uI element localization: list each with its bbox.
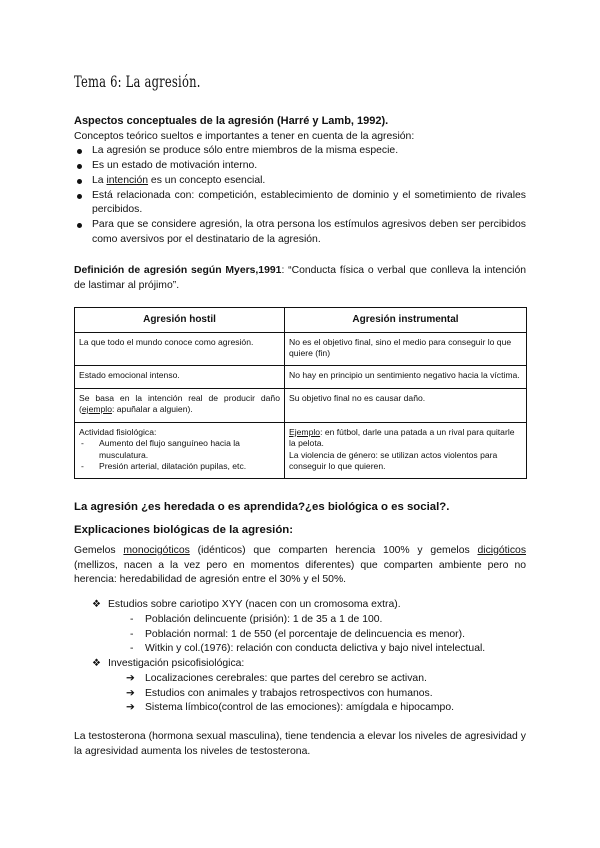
studies-list — [74, 598, 526, 716]
page-title: Tema 6: La agresión. — [74, 72, 201, 91]
diamond-bullet-icon: ❖ — [92, 658, 101, 670]
list-item: Es un estado de motivación interno. — [74, 159, 526, 174]
list-item: ➔ Localizaciones cerebrales: que partes del cerebro se activan. — [74, 672, 526, 687]
table-cell: La que todo el mundo conoce como agresión. — [75, 332, 285, 366]
table-cell: No es el objetivo final, sino el medio para conseguir lo que quiere (fin) — [285, 332, 527, 366]
table-row — [75, 366, 527, 388]
table-cell: Ejemplo: en fútbol, darle una patada a un rival para quitarle la pelota. La violencia de género: se utilizan actos violentos para conseguir lo que quieren. — [285, 422, 527, 479]
list-item: ❖ Investigación psicofisiológica: — [74, 657, 526, 672]
question-heading: La agresión ¿es heredada o es aprendida?¿es biológica o es social?. — [74, 501, 450, 514]
list-item: Para que se considere agresión, la otra persona los estímulos agresivos deben ser percibidos como aversivos por el destinatario de la agresión. — [74, 218, 526, 248]
aggression-table — [74, 307, 527, 479]
table-cell: Estado emocional intenso. — [75, 366, 285, 388]
section-heading-aspects: Aspectos conceptuales de la agresión (Harré y Lamb, 1992). — [74, 115, 389, 127]
list-item: - Población normal: 1 de 550 (el porcentaje de delincuencia es menor). — [74, 628, 526, 643]
arrow-bullet-icon: ➔ — [126, 702, 135, 714]
section-heading-biological: Explicaciones biológicas de la agresión: — [74, 523, 294, 536]
table-row — [75, 422, 527, 479]
table-cell: Actividad fisiológica: - Aumento del flujo sanguíneo hacia la musculatura. - Presión arterial, dilatación pupilas, etc. — [75, 422, 285, 479]
list-item: La intención es un concepto esencial. — [74, 174, 526, 189]
aspects-list — [74, 144, 526, 247]
list-item: - Aumento del flujo sanguíneo hacia la musculatura. — [79, 438, 280, 461]
definition-label: Definición de agresión según Myers,1991 — [74, 264, 282, 276]
aspects-intro: Conceptos teórico sueltos e importantes a tener en cuenta de la agresión: — [74, 130, 415, 142]
closing-paragraph: La testosterona (hormona sexual masculina), tiene tendencia a elevar los niveles de agresividad y la agresividad aumenta los niveles de testosterona. — [74, 731, 526, 757]
list-item: ❖ Estudios sobre cariotipo XYY (nacen con un cromosoma extra). — [74, 598, 526, 613]
table-header: Agresión instrumental — [285, 308, 527, 332]
table-cell: No hay en principio un sentimiento negativo hacia la víctima. — [285, 366, 527, 388]
underlined-term: intención — [106, 174, 149, 186]
list-item: - Witkin y col.(1976): relación con conducta delictiva y bajo nivel intelectual. — [74, 642, 526, 657]
table-row — [75, 388, 527, 422]
arrow-bullet-icon: ➔ — [126, 687, 135, 699]
list-item: ➔ Sistema límbico(control de las emociones): amígdala e hipocampo. — [74, 701, 526, 716]
list-item: Está relacionada con: competición, establecimiento de dominio y el sometimiento de rivales percibidos. — [74, 189, 526, 219]
table-cell: Se basa en la intención real de producir daño (ejemplo: apuñalar a alguien). — [75, 388, 285, 422]
table-row — [75, 332, 527, 366]
arrow-bullet-icon: ➔ — [126, 672, 135, 684]
list-item: ➔ Estudios con animales y trabajos retrospectivos con humanos. — [74, 687, 526, 702]
table-cell: Su objetivo final no es causar daño. — [285, 388, 527, 422]
list-item: La agresión se produce sólo entre miembros de la misma especie. — [74, 144, 526, 159]
list-item: - Población delincuente (prisión): 1 de 35 a 1 de 100. — [74, 613, 526, 628]
document-page — [74, 70, 526, 760]
diamond-bullet-icon: ❖ — [92, 599, 101, 611]
list-item: - Presión arterial, dilatación pupilas, etc. — [79, 461, 280, 472]
twins-paragraph: Gemelos monocigóticos (idénticos) que comparten herencia 100% y gemelos dicigóticos (mellizos, nacen a la vez pero en momentos diferentes) que comparten ambiente pero no herencia: heredabilidad de agresión entre el 30% y el 50%. — [74, 544, 527, 586]
definition-paragraph: Definición de agresión según Myers,1991: “Conducta física o verbal que conlleva la intención de lastimar al prójimo”. — [74, 264, 526, 291]
table-header: Agresión hostil — [75, 308, 285, 332]
